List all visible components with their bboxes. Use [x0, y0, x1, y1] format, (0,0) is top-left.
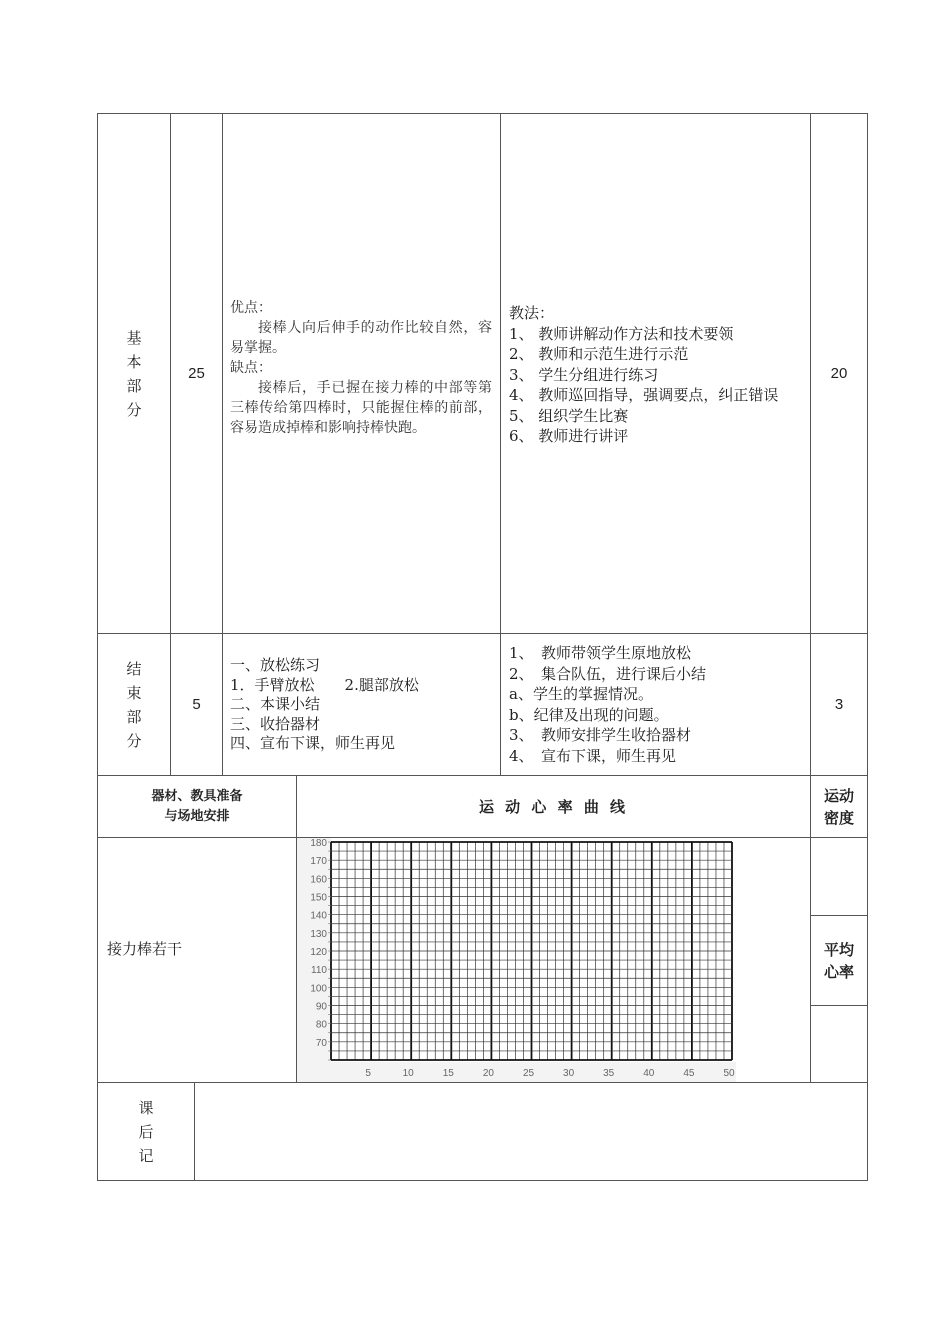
y-tick-label: 100: [310, 983, 327, 995]
heart-rate-chart-svg: [297, 838, 810, 1082]
ending-content-item: 二、本课小结: [230, 695, 321, 713]
method-item: 6、 教师进行讲评: [509, 427, 629, 445]
density-value-cell[interactable]: [811, 838, 867, 915]
notes-label-char: 课: [138, 1098, 154, 1117]
density-header-line: 密度: [823, 808, 854, 827]
x-tick-label: 25: [522, 1068, 535, 1079]
ending-content-item: 一、放松练习: [230, 656, 321, 674]
x-tick-label: 5: [365, 1068, 371, 1079]
y-tick-label: 70: [315, 1037, 327, 1049]
basic-methods: [509, 303, 809, 447]
ending-count: 3: [834, 696, 844, 713]
ending-content-item: 三、收拾器材: [230, 714, 321, 733]
method-item: 1、 教师讲解动作方法和技术要领: [509, 324, 734, 343]
ending-section-char: 结: [126, 659, 142, 678]
equipment-header-line: 与场地安排: [164, 808, 230, 824]
ending-section-char: 分: [126, 731, 142, 750]
notes-area[interactable]: [195, 1083, 867, 1180]
x-tick-label: 10: [402, 1068, 414, 1079]
equipment-header-line: 器材、教具准备: [151, 788, 243, 804]
method-title: 教法：: [509, 304, 555, 322]
density-header: [811, 776, 867, 837]
ending-method-item: b、纪律及出现的问题。: [509, 705, 669, 724]
x-tick-label: 35: [603, 1068, 615, 1079]
basic-section-char: 分: [126, 400, 142, 419]
pros-title: 优点：: [230, 300, 272, 316]
y-tick-label: 170: [310, 856, 327, 868]
x-tick-label: 40: [643, 1068, 655, 1079]
notes-label-char: 后: [138, 1122, 154, 1141]
y-tick-label: 120: [310, 947, 327, 958]
y-tick-label: 80: [315, 1019, 327, 1031]
y-tick-label: 140: [310, 910, 327, 922]
method-item: 5、 组织学生比赛: [509, 406, 629, 425]
avg-hr-line: 心率: [823, 962, 854, 981]
basic-section-char: 部: [126, 376, 142, 395]
ending-method-item: 4、 宣布下课，师生再见: [509, 746, 677, 765]
avg-heart-rate-value-cell[interactable]: [811, 1006, 867, 1082]
y-tick-label: 90: [315, 1001, 327, 1013]
cons-text: 接棒后，手已握在接力棒的中部等第三棒传给第四棒时，只能握住棒的前部，容易造成掉棒和影响持棒快跑。: [230, 380, 492, 436]
ending-section-char: 部: [126, 707, 142, 726]
notes-label-char: 记: [138, 1146, 154, 1165]
basic-content: [230, 298, 492, 438]
equipment-text: 接力棒若干: [107, 940, 183, 958]
x-tick-label: 30: [563, 1068, 575, 1079]
ending-time: 5: [192, 696, 201, 713]
ending-section-char: 束: [126, 683, 142, 702]
ending-method-item: a、学生的掌握情况。: [509, 685, 653, 703]
ending-content-item: 1．手臂放松 2.腿部放松: [230, 675, 419, 694]
equipment-header: [98, 776, 296, 837]
pros-text: 接棒人向后伸手的动作比较自然，容易掌握。: [230, 320, 492, 356]
y-tick-label: 130: [310, 928, 327, 940]
cons-title: 缺点：: [230, 360, 272, 376]
ending-section-label: [98, 634, 170, 775]
x-tick-label: 20: [482, 1068, 494, 1079]
x-tick-label: 15: [442, 1068, 454, 1079]
y-tick-label: 180: [310, 838, 327, 849]
chart-header: 运 动 心 率 曲 线: [478, 798, 629, 816]
method-item: 2、 教师和示范生进行示范: [509, 345, 689, 363]
x-tick-label: 50: [723, 1068, 735, 1079]
density-header-line: 运动: [823, 786, 854, 805]
method-item: 3、 学生分组进行练习: [509, 365, 659, 384]
ending-methods: [509, 643, 809, 766]
x-axis-background: [297, 1062, 736, 1082]
basic-section-char: 基: [126, 328, 142, 347]
basic-count: 20: [830, 365, 848, 382]
notes-label: [98, 1083, 194, 1180]
ending-method-item: 2、 集合队伍，进行课后小结: [509, 664, 707, 683]
y-tick-label: 160: [310, 874, 327, 886]
ending-content: [230, 656, 495, 754]
avg-hr-line: 平均: [823, 940, 854, 959]
method-item: 4、 教师巡回指导，强调要点，纠正错误: [509, 386, 779, 404]
ending-method-item: 3、 教师安排学生收拾器材: [509, 726, 692, 744]
avg-heart-rate-label: [811, 916, 867, 1005]
basic-section-char: 本: [126, 352, 142, 371]
ending-content-item: 四、宣布下课，师生再见: [230, 734, 396, 752]
basic-section-label: [98, 114, 170, 633]
x-tick-label: 45: [683, 1068, 695, 1079]
heart-rate-chart: [297, 838, 810, 1082]
y-tick-label: 150: [310, 892, 327, 904]
basic-time: 25: [188, 365, 205, 382]
y-tick-label: 110: [311, 965, 327, 977]
ending-method-item: 1、 教师带领学生原地放松: [509, 644, 692, 662]
